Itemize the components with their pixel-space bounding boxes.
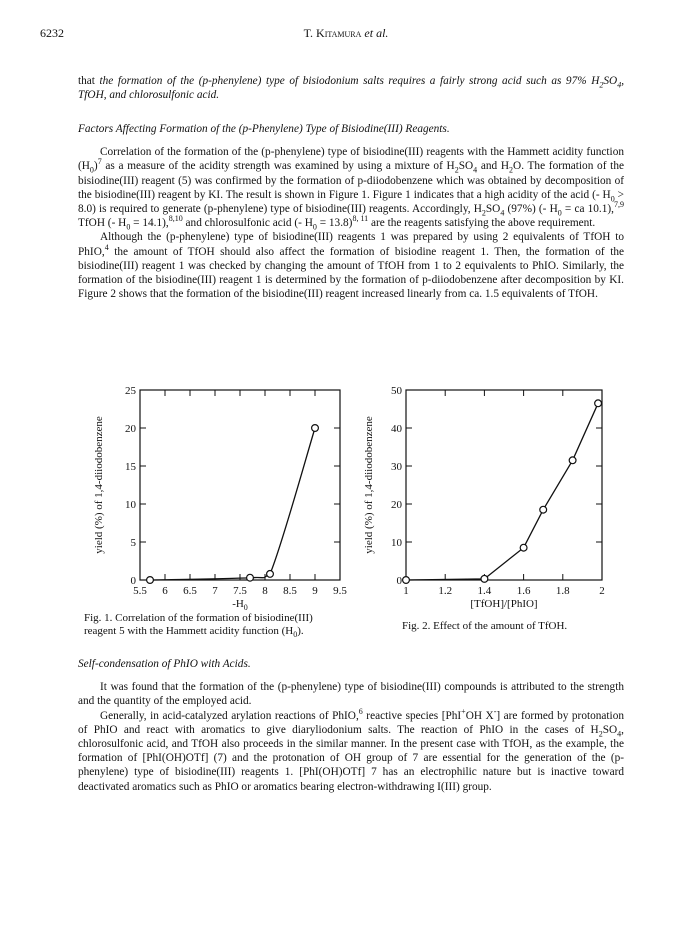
x-tick-label: 1 [403, 585, 409, 597]
x-tick-label: 9.5 [333, 585, 347, 597]
paragraph-found: It was found that the formation of the (p-phenylene) type of bisiodine(III) compounds is attributed to the strength and the quantity of the employed acid. [78, 681, 624, 708]
y-axis-label: yield (%) of 1,4-diiodobenzene [93, 416, 105, 554]
figure-1-caption: Fig. 1. Correlation of the formation of bisiodine(III) reagent 5 with the Hammett acidity function $(H_0)$. [84, 612, 313, 640]
x-tick-label: 1.8 [555, 585, 570, 597]
series-line [150, 428, 315, 580]
plot-frame [406, 390, 602, 580]
data-point [267, 571, 274, 578]
y-tick-label: 30 [391, 461, 402, 473]
x-tick-label: 9 [312, 585, 318, 597]
x-tick-label: 7.5 [233, 585, 247, 597]
section-heading-2: Self-condensation of PhIO with Acids. [78, 658, 251, 670]
paragraph-amount: Although the (p-phenylene) type of bisiodine(III) reagents 1 was prepared by using 2 equivalents of TfOH to PhIO,$^4$ the amount of TfOH should also affect the formation of bisiodine reagent 1. Then, the formation of the bisiodine(III) reagent 1 was checked by changing the amount of TfOH from 1 to 2 equivalents to PhIO. Similarly, the formation of the bisiodine(III) reagent 1 is determined by the formation of p-diiodobenzene after decomposition by KI. Figure 2 shows that the formation of the bisiodine(III) reagent increased linearly from ca. 1.5 equivalents of TfOH. [78, 231, 624, 301]
x-tick-label: 7 [212, 585, 218, 597]
figure-1-chart [84, 382, 374, 622]
paragraph-generally: Generally, in acid-catalyzed arylation reactions of PhIO,$^6$ reactive species [PhI+OH X-] are formed by protonation of PhIO and react with aromatics to give diaryliodonium salts. The reaction of PhIO in the cases of $H_2SO_4$, chlorosulfonic acid, and TfOH also proceeds in the similar manner. In the present case with TfOH, as the example, the formation of [PhI(OH)OTf] (7) and the protonation of OH group of 7 are essential for the generation of the (p-phenylene) type of bisiodine(III) reagents 1. [PhI(OH)OTf] 7 has an electrophilic nature but is inactive toward deactivated aromatics such as PhIO or aromatics bearing electron-withdrawing I(III) group. [78, 706, 624, 793]
y-tick-label: 20 [125, 423, 136, 435]
intro-paragraph: that the formation of the (p-phenylene) type of bisiodonium salts requires a fairly strong acid such as 97% $H_2SO_4$, TfOH, and chlorosulfonic acid. [78, 75, 625, 102]
y-tick-label: 0 [396, 575, 402, 587]
x-tick-label: 2 [599, 585, 605, 597]
data-point [481, 575, 488, 582]
running-head: T. Kitamura et al. [303, 26, 389, 40]
section-factors [78, 122, 624, 301]
x-tick-label: 1.4 [477, 585, 492, 597]
section-self-condensation [78, 657, 624, 794]
x-tick-label: 5.5 [133, 585, 147, 597]
y-tick-label: 15 [125, 461, 136, 473]
data-point [595, 400, 602, 407]
x-tick-label: 1.6 [516, 585, 531, 597]
x-tick-label: 6 [162, 585, 168, 597]
y-tick-label: 10 [125, 499, 136, 511]
figure-2-caption: Fig. 2. Effect of the amount of TfOH. [402, 620, 568, 632]
data-point [520, 544, 527, 551]
y-tick-label: 50 [391, 385, 402, 397]
page-number: 6232 [40, 26, 64, 40]
paragraph-correlation: Correlation of the formation of the (p-phenylene) type of bisiodine(III) reagents with the Hammett acidity function $(H_0)^7$ as a measure of the acidity strength was examined by using a mixture of $H_2SO_4$ and $H_2O$. The formation of the bisiodine(III) reagent (5) was confirmed by the formation of p-diiodobenzene which was obtained by decomposition of the bisiodine(III) reagent by KI. The result is shown in Figure 1. Figure 1 indicates that a high acidity of the acid (- $H_0 > 8.0$) is required to generate (p-phenylene) type of bisiodine(III) reagents. Accordingly, $H_2SO_4$ (97%) (- $H_0$ = ca 10.1),$^{7,9}$ TfOH (- $H_0 = 14.1),^{8,10}$ and chlorosulfonic acid (- $H_0 = 13.8)^{8, 11}$ are the reagents satisfying the above requirement. [78, 146, 624, 232]
y-tick-label: 10 [391, 537, 402, 549]
x-tick-label: 6.5 [183, 585, 197, 597]
y-tick-label: 5 [130, 537, 136, 549]
data-point [147, 577, 154, 584]
data-point [312, 425, 319, 432]
y-axis-label: yield (%) of 1,4-diiodobenzene [363, 416, 375, 554]
series-line [406, 403, 598, 580]
plot-frame [140, 390, 340, 580]
x-axis-label: [TfOH]/[PhIO] [470, 598, 538, 610]
y-tick-label: 0 [130, 575, 136, 587]
y-tick-label: 40 [391, 423, 402, 435]
y-tick-label: 25 [125, 385, 136, 397]
data-point [403, 577, 410, 584]
section-heading: Factors Affecting Formation of the (p-Phenylene) Type of Bisiodine(III) Reagents. [78, 123, 450, 135]
x-axis-label: $-H_0$ [232, 598, 248, 612]
y-tick-label: 20 [391, 499, 402, 511]
data-point [247, 574, 254, 581]
data-point [569, 457, 576, 464]
x-tick-label: 8.5 [283, 585, 297, 597]
x-tick-label: 1.2 [438, 585, 453, 597]
data-point [540, 506, 547, 513]
figure-2-chart [362, 382, 632, 622]
x-tick-label: 8 [262, 585, 268, 597]
